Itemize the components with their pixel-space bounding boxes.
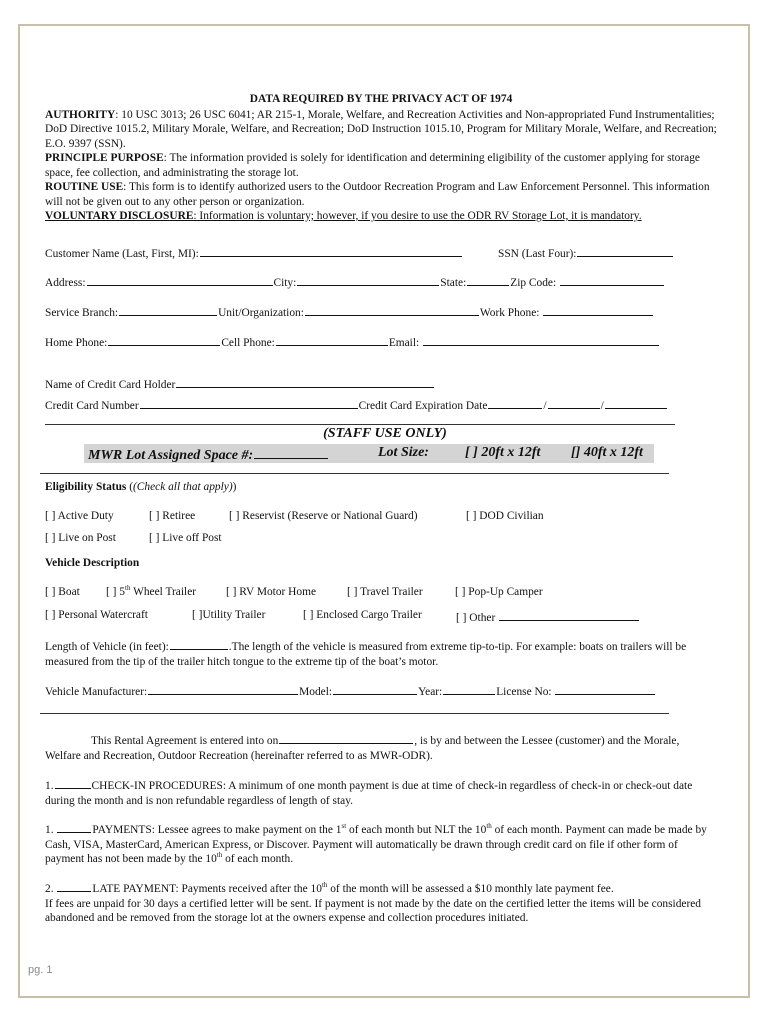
- routine-paragraph: [45, 180, 717, 209]
- purpose-text: : The information provided is solely for identification and determining eligibility of the customer applying for storage space, fee collection, and administrating the storage lot.: [45, 152, 700, 179]
- agreement-intro-text: , is by and between the Lessee (customer) and the Morale, Welfare and Recreation, Outdoor Recreation (hereinafter referred to as MWR-ODR).: [45, 735, 680, 762]
- ssn-field[interactable]: [577, 245, 673, 257]
- lot-size-20-checkbox[interactable]: [ ] 20ft x 12ft: [465, 445, 541, 460]
- checkbox-label: DOD Civilian: [479, 510, 544, 522]
- checkbox-box: [ ]: [45, 532, 56, 544]
- model-field[interactable]: [333, 683, 417, 695]
- card-exp-day-field[interactable]: [548, 397, 600, 409]
- routine-label: ROUTINE USE: [45, 181, 124, 193]
- authority-label: AUTHORITY: [45, 108, 116, 121]
- card-number-label: Credit Card Number: [45, 400, 139, 412]
- payments-initials-field[interactable]: [57, 821, 91, 833]
- card-exp-year-field[interactable]: [605, 397, 667, 409]
- voluntary-paragraph: [45, 209, 717, 224]
- checkin-text: CHECK-IN PROCEDURES: A minimum of one month payment is due at time of check-in regardless of check-in or check-out date during the month and is non refundable regardless of length of stay.: [45, 780, 693, 807]
- checkbox-label: Reservist (Reserve or National Guard): [242, 510, 418, 522]
- authority-paragraph: [45, 108, 717, 152]
- city-label: City:: [273, 277, 297, 289]
- payments-text: of each month. Payment can made be made by Cash, VISA, MasterCard, American Express, or Discover. Payment will automatically be drawn through credit card on file if other form of payment has not been made by the 10: [45, 824, 707, 865]
- checkbox-box: [ ]: [149, 510, 160, 522]
- checkbox-label: Boat: [58, 586, 80, 598]
- checkin-clause: [45, 777, 717, 808]
- payments-sup: th: [216, 851, 223, 860]
- lot-space-field[interactable]: [254, 445, 328, 459]
- late-text: of the month will be assessed a $10 monthly late payment fee.: [327, 883, 614, 895]
- eligibility-label: Eligibility Status: [45, 481, 127, 493]
- year-label: Year:: [418, 686, 443, 698]
- zip-label: Zip Code:: [510, 277, 557, 289]
- checkbox-label: Active Duty: [57, 510, 114, 522]
- dod-civilian-checkbox[interactable]: [466, 510, 544, 522]
- address-label: Address:: [45, 277, 86, 289]
- card-number-row: [45, 397, 668, 412]
- personal-watercraft-checkbox[interactable]: [45, 609, 148, 621]
- retiree-checkbox[interactable]: [149, 510, 195, 522]
- clause-number: 1.: [45, 824, 54, 836]
- address-row: [45, 274, 665, 289]
- card-holder-label: Name of Credit Card Holder: [45, 379, 176, 391]
- zip-field[interactable]: [560, 274, 664, 286]
- vehicle-length-paragraph: [45, 638, 717, 669]
- checkbox-box: [ ]: [455, 586, 466, 598]
- privacy-act-section: [45, 92, 717, 224]
- payments-text: of each month but NLT the 10: [346, 824, 487, 836]
- checkbox-label: Wheel Trailer: [130, 586, 197, 598]
- checkbox-label: 5: [119, 586, 125, 598]
- checkbox-box: [ ]: [226, 586, 237, 598]
- staff-use-title: (STAFF USE ONLY): [323, 426, 447, 441]
- service-row: [45, 304, 654, 319]
- late-sup: th: [321, 881, 328, 890]
- checkbox-label: Retiree: [162, 510, 196, 522]
- purpose-label: PRINCIPLE PURPOSE: [45, 152, 164, 164]
- license-label: License No:: [496, 686, 552, 698]
- checkbox-box: [ ]: [466, 510, 477, 522]
- payments-sup: th: [486, 822, 492, 831]
- checkbox-label: RV Motor Home: [239, 586, 317, 598]
- other-checkbox[interactable]: [456, 609, 640, 624]
- work-phone-label: Work Phone:: [479, 307, 540, 319]
- phone-row: [45, 334, 660, 349]
- customer-name-field[interactable]: [200, 245, 462, 257]
- privacy-title: DATA REQUIRED BY THE PRIVACY ACT OF 1974: [249, 93, 513, 105]
- rv-motor-home-checkbox[interactable]: [226, 586, 316, 598]
- address-field[interactable]: [87, 274, 273, 286]
- checkbox-label: Live off Post: [162, 532, 222, 544]
- utility-trailer-checkbox[interactable]: [192, 609, 265, 621]
- clause-number: 1.: [45, 780, 54, 792]
- card-exp-slash: /: [543, 400, 547, 412]
- late-initials-field[interactable]: [57, 880, 91, 892]
- card-exp-month-field[interactable]: [488, 397, 542, 409]
- year-field[interactable]: [443, 683, 495, 695]
- checkbox-label: Personal Watercraft: [58, 609, 148, 621]
- fifth-wheel-checkbox[interactable]: [106, 586, 196, 598]
- ssn-label: SSN (Last Four):: [498, 248, 577, 260]
- pop-up-camper-checkbox[interactable]: [455, 586, 543, 598]
- payments-text: PAYMENTS: Lessee agrees to make payment on the 1: [92, 824, 342, 836]
- voluntary-label: VOLUNTARY DISCLOSURE: [45, 210, 194, 222]
- home-phone-label: Home Phone:: [45, 337, 108, 349]
- unit-label: Unit/Organization:: [218, 307, 304, 319]
- checkbox-box: [ ]: [45, 609, 56, 621]
- lot-size-40-checkbox[interactable]: [] 40ft x 12ft: [571, 445, 643, 460]
- card-exp-label: Credit Card Expiration Date: [358, 400, 488, 412]
- eligibility-heading: [45, 481, 236, 493]
- payments-text: of each month.: [222, 853, 294, 865]
- checkin-initials-field[interactable]: [55, 777, 91, 789]
- eligibility-open-paren: (: [129, 481, 133, 493]
- vehicle-info-row: [45, 683, 656, 698]
- checkbox-box: [ ]: [303, 609, 314, 621]
- card-exp-slash: /: [600, 400, 604, 412]
- enclosed-cargo-trailer-checkbox[interactable]: [303, 609, 422, 621]
- cell-phone-field[interactable]: [276, 334, 388, 346]
- active-duty-checkbox[interactable]: [45, 510, 114, 522]
- checkbox-box: [ ]: [347, 586, 358, 598]
- vehicle-description-label: Vehicle Description: [45, 557, 140, 569]
- service-branch-label: Service Branch:: [45, 307, 119, 319]
- late-text: LATE PAYMENT: Payments received after the 10: [92, 883, 322, 895]
- checkbox-box: [ ]: [149, 532, 160, 544]
- late-payment-clause: [45, 880, 717, 926]
- unit-field[interactable]: [305, 304, 479, 316]
- late-text: If fees are unpaid for 30 days a certified letter will be sent. If payment is not made by the date on the certified letter the items will be considered abandoned and be removed from the storage lot at the owners expense and collection procedures initiated.: [45, 897, 701, 924]
- divider: [45, 424, 675, 425]
- state-field[interactable]: [467, 274, 509, 286]
- eligibility-close-paren: ): [232, 481, 237, 493]
- page-number: pg. 1: [28, 964, 53, 976]
- authority-text: : 10 USC 3013; 26 USC 6041; AR 215-1, Morale, Welfare, and Recreation Activities and Non-appropriated Fund Instrumentalities; DoD Directive 1015.2, Military Morale, Welfare, and Recreation; DoD Instruction 1015.10, Program for Military Morale, Welfare, and Recreation; E.O. 9397 (SSN).: [45, 108, 717, 150]
- checkbox-label: Enclosed Cargo Trailer: [316, 609, 422, 621]
- checkbox-label-sup: th: [125, 584, 131, 593]
- checkbox-label: Travel Trailer: [360, 586, 423, 598]
- live-on-post-checkbox[interactable]: [45, 532, 116, 544]
- city-field[interactable]: [297, 274, 439, 286]
- routine-text: : This form is to identify authorized users to the Outdoor Recreation Program and Law Enforcement Personnel. This information will not be given out to any other person or organization.: [45, 181, 710, 208]
- email-field[interactable]: [423, 334, 659, 346]
- card-number-field[interactable]: [140, 397, 358, 409]
- work-phone-field[interactable]: [543, 304, 653, 316]
- checkbox-label: Utility Trailer: [202, 609, 266, 621]
- manufacturer-field[interactable]: [148, 683, 298, 695]
- agreement-intro-text: This Rental Agreement is entered into on: [91, 735, 279, 747]
- payments-clause: [45, 821, 717, 867]
- eligibility-hint: (Check all that apply): [133, 481, 233, 493]
- clause-number: 2.: [45, 883, 54, 895]
- lot-space-label: MWR Lot Assigned Space #:: [88, 448, 254, 463]
- checkbox-label: Other: [469, 612, 496, 624]
- purpose-paragraph: [45, 151, 717, 180]
- vehicle-length-label: Length of Vehicle (in feet):: [45, 641, 169, 653]
- checkbox-label: Live on Post: [58, 532, 116, 544]
- divider: [40, 473, 669, 474]
- manufacturer-label: Vehicle Manufacturer:: [45, 686, 148, 698]
- checkbox-box: [ ]: [192, 609, 203, 621]
- state-label: State:: [440, 277, 467, 289]
- card-holder-field[interactable]: [176, 376, 434, 388]
- divider: [40, 713, 669, 714]
- payments-sup: st: [341, 822, 347, 831]
- customer-name-row: [45, 245, 463, 260]
- ssn-row: [498, 245, 674, 260]
- lot-space-row: [88, 445, 329, 464]
- agreement-intro: [45, 732, 717, 763]
- checkbox-box: [ ]: [45, 586, 56, 598]
- live-off-post-checkbox[interactable]: [149, 532, 222, 544]
- customer-name-label: Customer Name (Last, First, MI):: [45, 248, 199, 260]
- checkbox-box: [ ]: [456, 612, 467, 624]
- service-branch-field[interactable]: [119, 304, 217, 316]
- license-field[interactable]: [555, 683, 655, 695]
- boat-checkbox[interactable]: [45, 586, 80, 598]
- home-phone-field[interactable]: [108, 334, 220, 346]
- checkbox-box: [ ]: [45, 510, 56, 522]
- model-label: Model:: [299, 686, 333, 698]
- lot-size-label: Lot Size:: [378, 445, 429, 460]
- email-label: Email:: [388, 337, 420, 349]
- other-field[interactable]: [499, 609, 639, 621]
- checkbox-box: [ ]: [229, 510, 240, 522]
- reservist-checkbox[interactable]: [229, 510, 418, 522]
- agreement-date-field[interactable]: [279, 732, 413, 744]
- vehicle-length-field[interactable]: [170, 638, 228, 650]
- vehicle-length-text: .The length of the vehicle is measured from extreme tip-to-tip. For example: boats on trailers will be measured from the tip of the trailer hitch tongue to the extreme tip of the boat’s motor.: [45, 641, 687, 668]
- checkbox-label: Pop-Up Camper: [468, 586, 543, 598]
- voluntary-text: : Information is voluntary; however, if you desire to use the ODR RV Storage Lot, it is mandatory.: [193, 210, 642, 222]
- checkbox-box: [ ]: [106, 586, 117, 598]
- card-holder-row: [45, 376, 435, 391]
- cell-phone-label: Cell Phone:: [221, 337, 275, 349]
- travel-trailer-checkbox[interactable]: [347, 586, 423, 598]
